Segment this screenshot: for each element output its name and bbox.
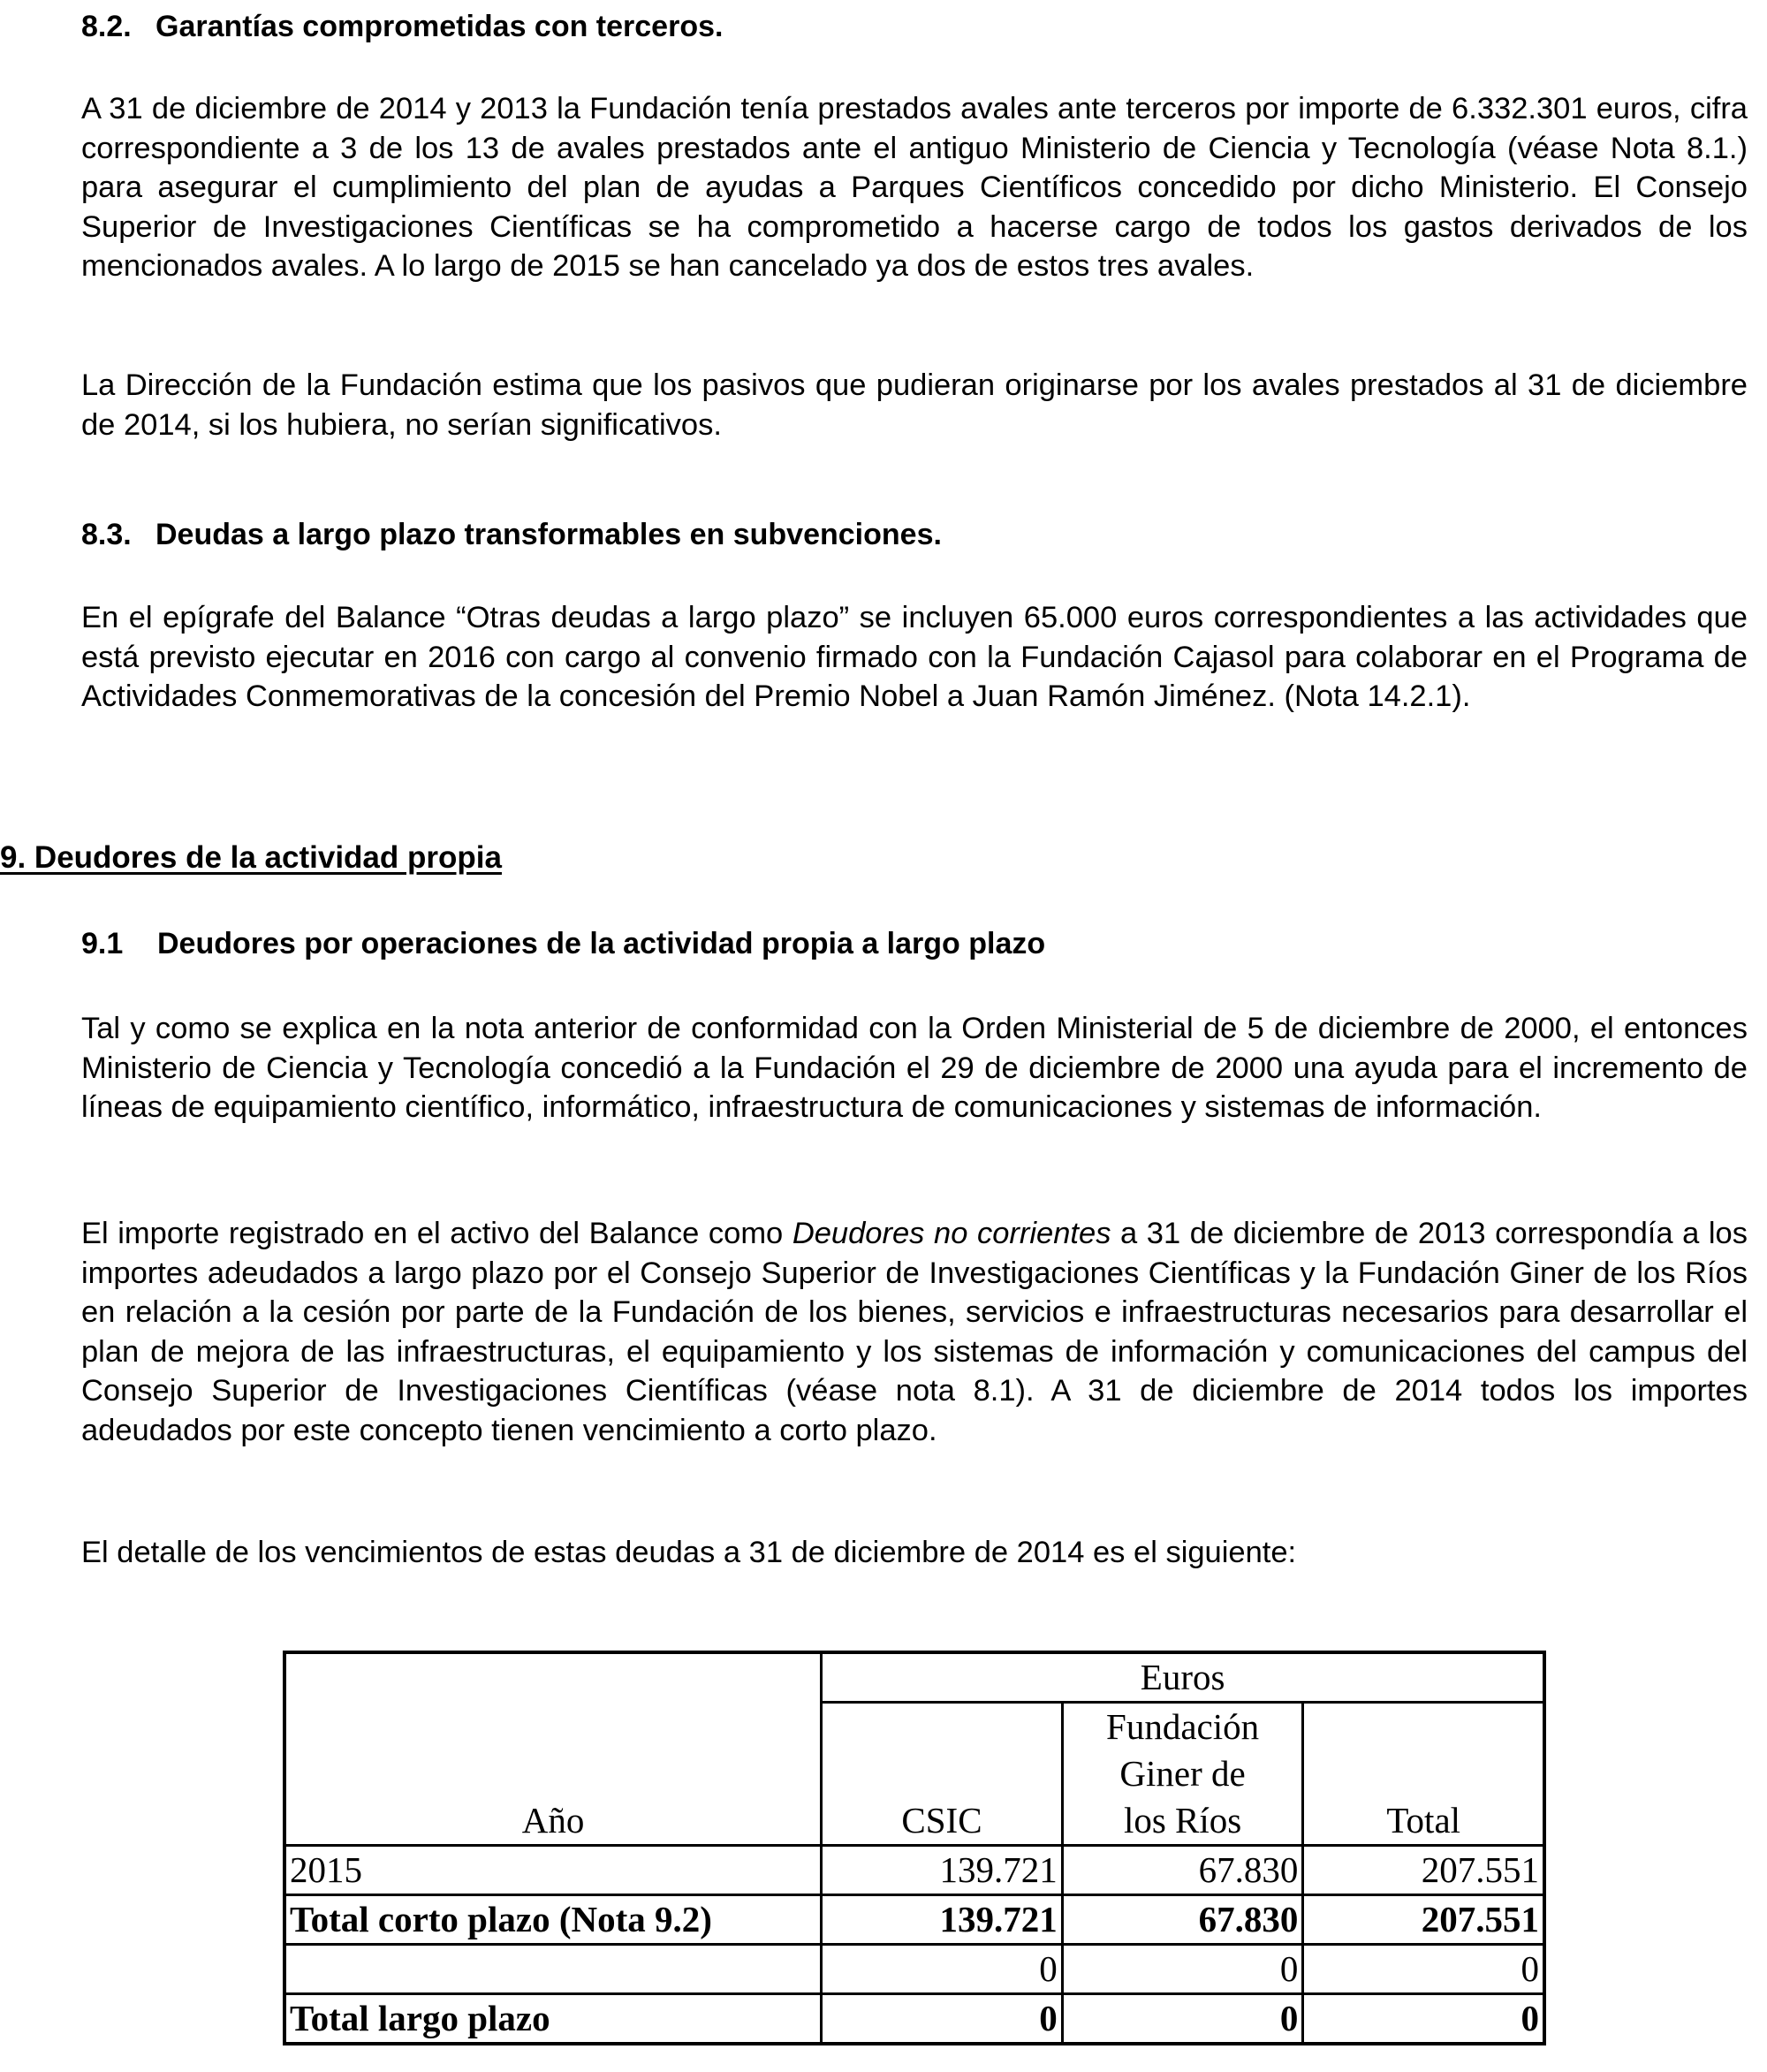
total-value: 0: [1303, 1945, 1544, 1994]
euros-group-header: Euros: [822, 1652, 1544, 1703]
paragraph: [81, 1214, 1748, 1451]
italic-term: Deudores no corrientes: [792, 1217, 1111, 1250]
header-line: los Ríos: [1123, 1800, 1242, 1841]
table-row: [284, 1895, 1544, 1945]
csic-value: 0: [822, 1945, 1063, 1994]
row-label: Total corto plazo (Nota 9.2): [284, 1895, 822, 1945]
header-cell: [284, 1652, 822, 1846]
total-value: 0: [1303, 1994, 1544, 2045]
fgr-value: 0: [1062, 1994, 1303, 2045]
paragraph: A 31 de diciembre de 2014 y 2013 la Fundación tenía prestados avales ante terceros por importe de 6.332.301 euros, cifra correspondiente a 3 de los 13 de avales prestados ante el antiguo Ministerio de Ciencia y Tecnología (véase Nota 8.1.) para asegurar el cumplimiento del plan de ayudas a Parques Científicos concedido por dicho Ministerio. El Consejo Superior de Investigaciones Científicas se ha comprometido a hacerse cargo de todos los gastos derivados de los mencionados avales. A lo largo de 2015 se han cancelado ya dos de estos tres avales.: [81, 92, 1748, 284]
total-value: 207.551: [1303, 1895, 1544, 1945]
csic-value: 0: [822, 1994, 1063, 2045]
text-run: a 31 de diciembre de 2013 correspondía a los importes adeudados a largo plazo por el Consejo Superior de Investigaciones Científicas y la Fundación Giner de los Ríos en relación a la cesión por parte de la Fundación de los bienes, servicios e infraestructuras necesarios para desarrollar el plan de mejora de las infraestructuras, el equipamiento y los sistemas de información y comunicaciones del campus del Consejo Superior de Investigaciones Científicas (véase nota 8.1). A 31 de diciembre de 2014 todos los importes adeudados por este concepto tienen vencimiento a corto plazo.: [81, 1217, 1748, 1447]
fgr-value: 0: [1062, 1945, 1303, 1994]
row-label: [284, 1945, 822, 1994]
maturity-table: [283, 1651, 1546, 2045]
section-title: Deudores por operaciones de la actividad propia a largo plazo: [157, 927, 1046, 960]
csic-column-header: CSIC: [822, 1703, 1063, 1846]
fgr-value: 67.830: [1062, 1846, 1303, 1895]
year-column-header: Año: [521, 1800, 585, 1841]
fgr-value: 67.830: [1062, 1895, 1303, 1945]
paragraph: La Dirección de la Fundación estima que los pasivos que pudieran originarse por los avales prestados al 31 de diciembre de 2014, si los hubiera, no serían significativos.: [81, 368, 1748, 442]
section-number: 8.3.: [81, 518, 132, 551]
section-number: 9.1: [81, 927, 124, 960]
row-label: Total largo plazo: [284, 1994, 822, 2045]
row-label: 2015: [284, 1846, 822, 1895]
total-column-header: Total: [1303, 1703, 1544, 1846]
section-9-1-heading: [81, 924, 1045, 964]
section-number: 8.2.: [81, 10, 132, 43]
fgr-column-header: [1062, 1703, 1303, 1846]
text-run: El importe registrado en el activo del Balance como: [81, 1217, 792, 1250]
header-line: Giner de: [1119, 1753, 1246, 1794]
csic-value: 139.721: [822, 1895, 1063, 1945]
section-8-2-heading: [81, 7, 723, 47]
table-row: [284, 1846, 1544, 1895]
paragraph: En el epígrafe del Balance “Otras deudas a largo plazo” se incluyen 65.000 euros correspondientes a las actividades que está previsto ejecutar en 2016 con cargo al convenio firmado con la Fundación Cajasol para colaborar en el Programa de Actividades Conmemorativas de la concesión del Premio Nobel a Juan Ramón Jiménez. (Nota 14.2.1).: [81, 601, 1748, 714]
paragraph: El detalle de los vencimientos de estas deudas a 31 de diciembre de 2014 es el siguiente:: [81, 1536, 1297, 1569]
csic-value: 139.721: [822, 1846, 1063, 1895]
table-header-row: [284, 1652, 1544, 1703]
table-row: [284, 1994, 1544, 2045]
section-9-heading: 9. Deudores de la actividad propia: [0, 840, 502, 875]
header-line: Fundación: [1106, 1706, 1260, 1747]
section-title: Garantías comprometidas con terceros.: [155, 10, 724, 43]
section-title: Deudas a largo plazo transformables en subvenciones.: [155, 518, 942, 551]
paragraph: Tal y como se explica en la nota anterior de conformidad con la Orden Ministerial de 5 de diciembre de 2000, el entonces Ministerio de Ciencia y Tecnología concedió a la Fundación el 29 de diciembre de 2000 una ayuda para el incremento de líneas de equipamiento científico, informático, infraestructura de comunicaciones y sistemas de información.: [81, 1012, 1748, 1125]
total-value: 207.551: [1303, 1846, 1544, 1895]
table-row: [284, 1945, 1544, 1994]
section-8-3-heading: [81, 515, 942, 555]
